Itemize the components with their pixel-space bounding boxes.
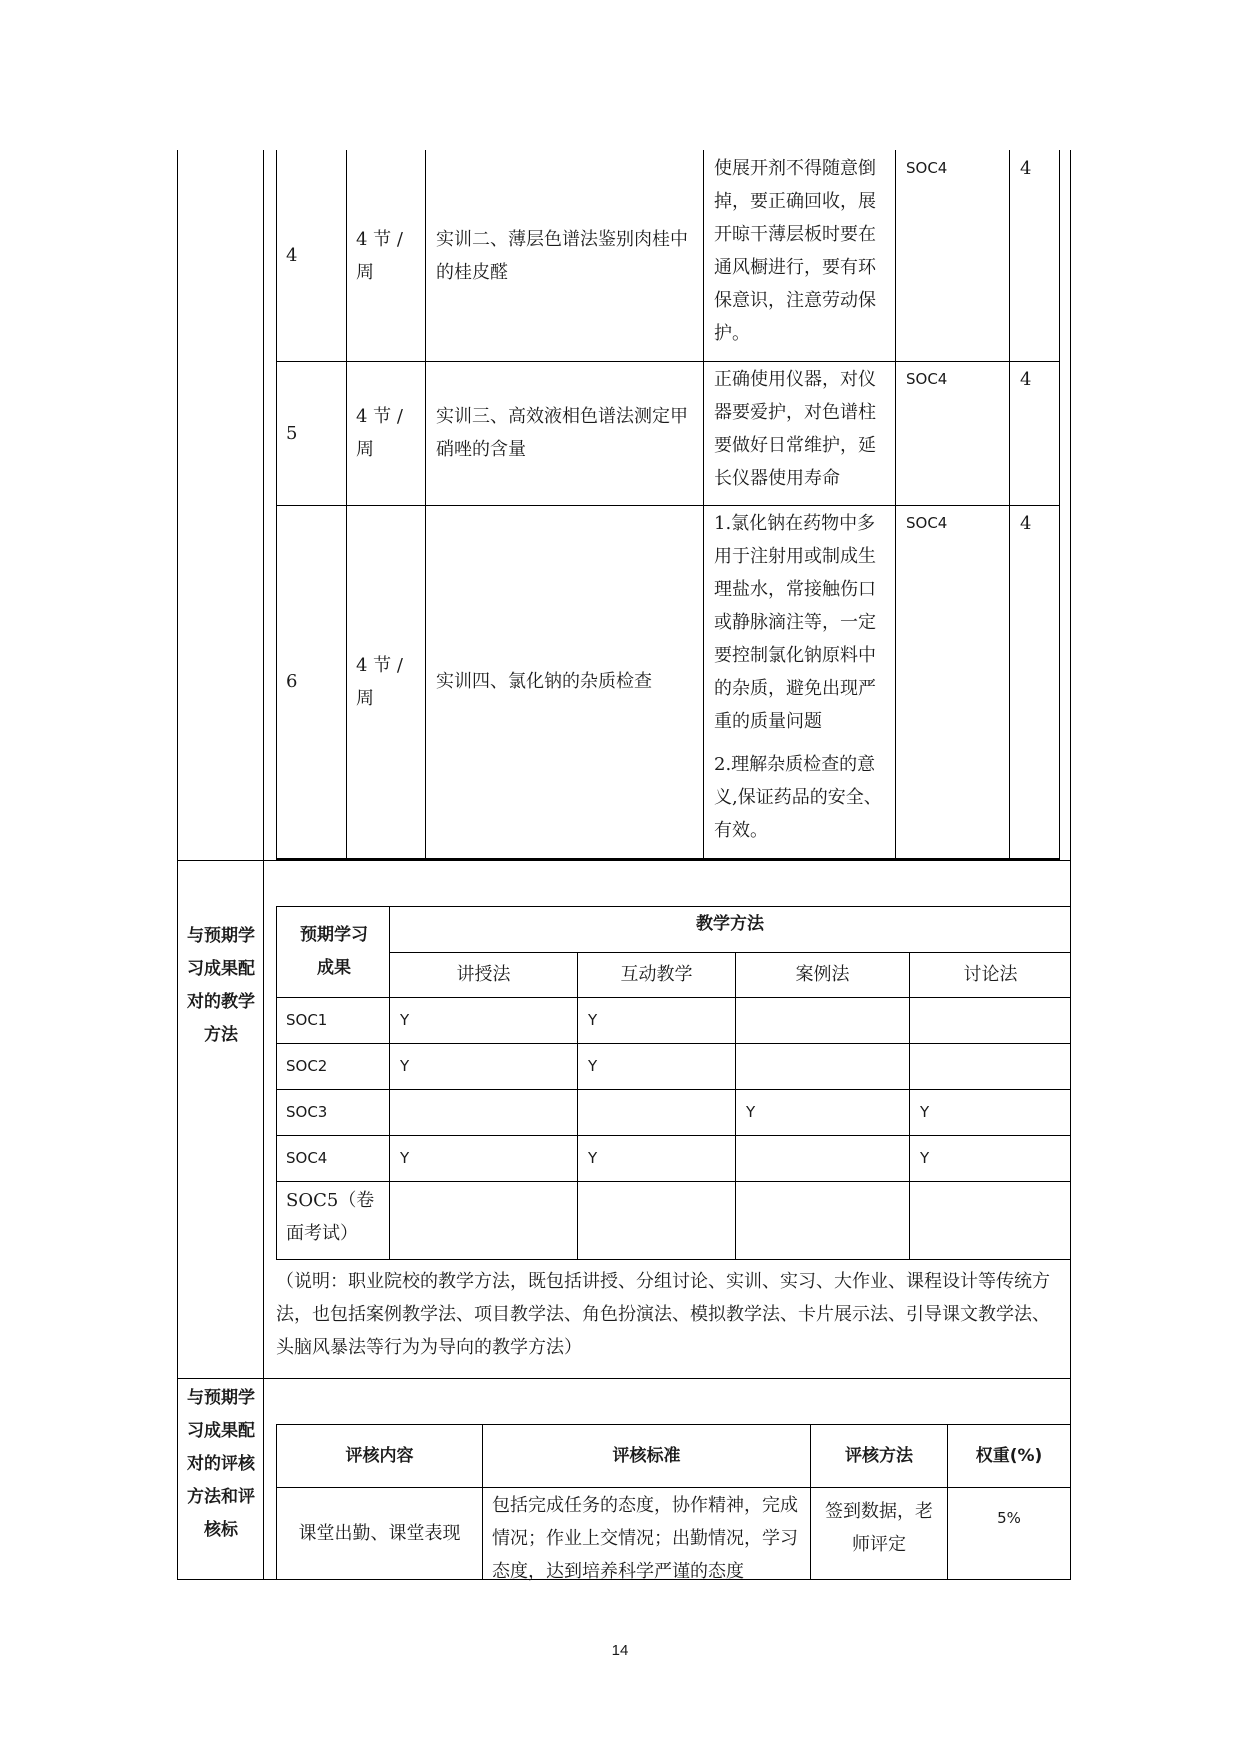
- method-name: 案例法: [795, 964, 850, 985]
- assessment-standard: 包括完成任务的态度，协作精神，完成情况；作业上交情况；出勤情况，学习态度，达到培养科学严谨的态度: [492, 1495, 798, 1582]
- row-hours: 4 节 / 周: [356, 228, 403, 283]
- method-mark: Y: [588, 1057, 598, 1075]
- row-weight: 4: [1020, 513, 1032, 534]
- row-ideology: 使展开剂不得随意倒掉，要正确回收，展开晾干薄层板时要在通风橱进行，要有环保意识，注意劳动保护。: [714, 158, 876, 344]
- header-teaching-methods: 教学方法: [696, 913, 764, 934]
- section-label: 与预期学习成果配对的教学方法: [187, 926, 255, 1045]
- row-outcome: SOC4: [906, 370, 948, 388]
- method-mark: Y: [400, 1149, 410, 1167]
- row-outcome: SOC4: [906, 514, 948, 532]
- row-ideology-point-2: 2.理解杂质检查的意义,保证药品的安全、有效。: [714, 754, 882, 841]
- method-mark: Y: [588, 1149, 598, 1167]
- row-weight: 4: [1020, 369, 1032, 390]
- row-hours: 4 节 / 周: [356, 654, 403, 709]
- row-ideology-point-1: 1.氯化钠在药物中多用于注射用或制成生理盐水，常接触伤口或静脉滴注等，一定要控制氯化钠原料中的杂质，避免出现严重的质量问题: [714, 513, 876, 732]
- assessment-content: 课堂出勤、课堂表现: [298, 1523, 461, 1544]
- outcome-code: SOC2: [286, 1057, 328, 1075]
- method-mark: Y: [400, 1011, 410, 1029]
- method-mark: Y: [588, 1011, 598, 1029]
- method-name: 讲授法: [456, 964, 511, 985]
- header-content: 评核内容: [345, 1445, 414, 1466]
- row-number: 4: [286, 245, 298, 266]
- section-label: 与预期学习成果配对的评核方法和评核标: [187, 1388, 255, 1540]
- method-mark: Y: [400, 1057, 410, 1075]
- method-mark: Y: [920, 1103, 930, 1121]
- row-ideology: 正确使用仪器，对仪器要爱护，对色谱柱要做好日常维护，延长仪器使用寿命: [714, 369, 876, 489]
- method-name: 讨论法: [963, 964, 1018, 985]
- row-content: 实训二、薄层色谱法鉴别肉桂中的桂皮醛: [436, 228, 688, 283]
- row-hours: 4 节 / 周: [356, 406, 403, 460]
- method-mark: Y: [920, 1149, 930, 1167]
- header-method: 评核方法: [845, 1445, 913, 1466]
- method-mark: Y: [746, 1103, 756, 1121]
- header-expected-outcome: 预期学习成果: [300, 924, 368, 978]
- outcome-code: SOC3: [286, 1103, 328, 1121]
- method-name: 互动教学: [620, 964, 693, 985]
- assessment-weight: 5%: [997, 1508, 1021, 1527]
- header-standard: 评核标准: [612, 1445, 681, 1466]
- outcome-code: SOC4: [286, 1149, 328, 1167]
- header-weight: 权重(%): [975, 1445, 1043, 1466]
- row-content: 实训三、高效液相色谱法测定甲硝唑的含量: [436, 406, 688, 460]
- assessment-method: 签到数据，老师评定: [825, 1501, 933, 1555]
- outcome-code: SOC5（卷面考试）: [286, 1190, 375, 1244]
- row-number: 5: [286, 422, 298, 444]
- row-number: 6: [286, 671, 298, 692]
- page-number: 14: [611, 1642, 629, 1659]
- row-outcome: SOC4: [906, 159, 948, 177]
- row-content: 实训四、氯化钠的杂质检查: [436, 671, 652, 692]
- row-weight: 4: [1020, 158, 1032, 179]
- methods-note: （说明：职业院校的教学方法，既包括讲授、分组讨论、实训、实习、大作业、课程设计等传统方法，也包括案例教学法、项目教学法、角色扮演法、模拟教学法、卡片展示法、引导课文教学法、头脑风暴法等行为为导向的教学方法）: [276, 1271, 1050, 1358]
- outcome-code: SOC1: [286, 1011, 328, 1029]
